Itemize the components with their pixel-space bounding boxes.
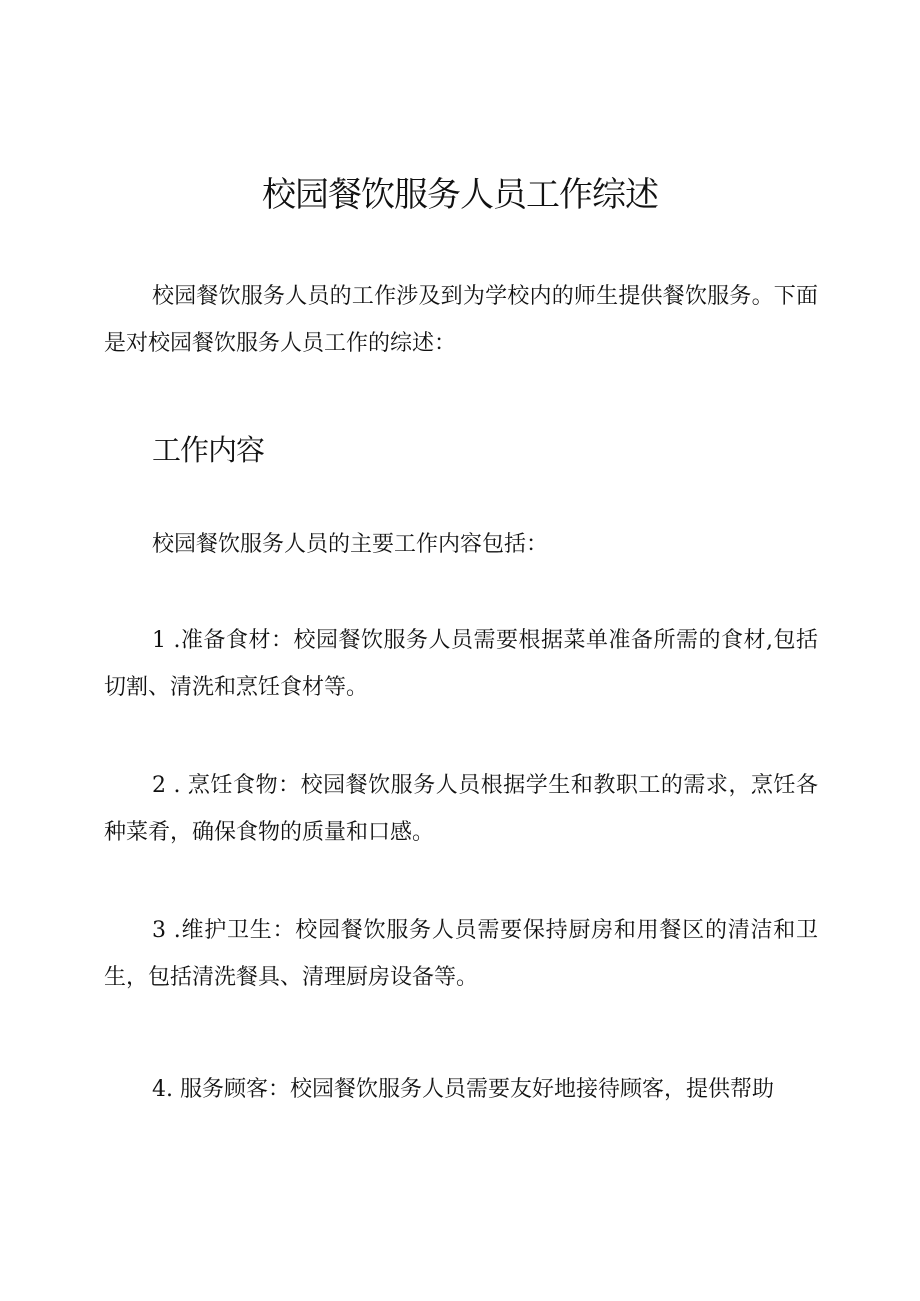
list-item: 4. 服务顾客：校园餐饮服务人员需要友好地接待顾客，提供帮助 [152, 1077, 774, 1102]
intro-paragraph: 校园餐饮服务人员的工作涉及到为学校内的师生提供餐饮服务。下面是对校园餐饮服务人员工作的综述： [104, 284, 818, 356]
list-item: 1 .准备食材：校园餐饮服务人员需要根据菜单准备所需的食材,包括切割、清洗和烹饪食材等。 [104, 628, 818, 700]
list-item: 3 .维护卫生：校园餐饮服务人员需要保持厨房和用餐区的清洁和卫生，包括清洗餐具、清理厨房设备等。 [104, 918, 818, 990]
list-item: 2 . 烹饪食物：校园餐饮服务人员根据学生和教职工的需求，烹饪各种菜肴，确保食物的质量和口感。 [104, 773, 818, 845]
section-heading: 工作内容 [152, 433, 265, 467]
document-title: 校园餐饮服务人员工作综述 [262, 175, 658, 215]
section-lead-paragraph: 校园餐饮服务人员的主要工作内容包括： [152, 532, 549, 557]
